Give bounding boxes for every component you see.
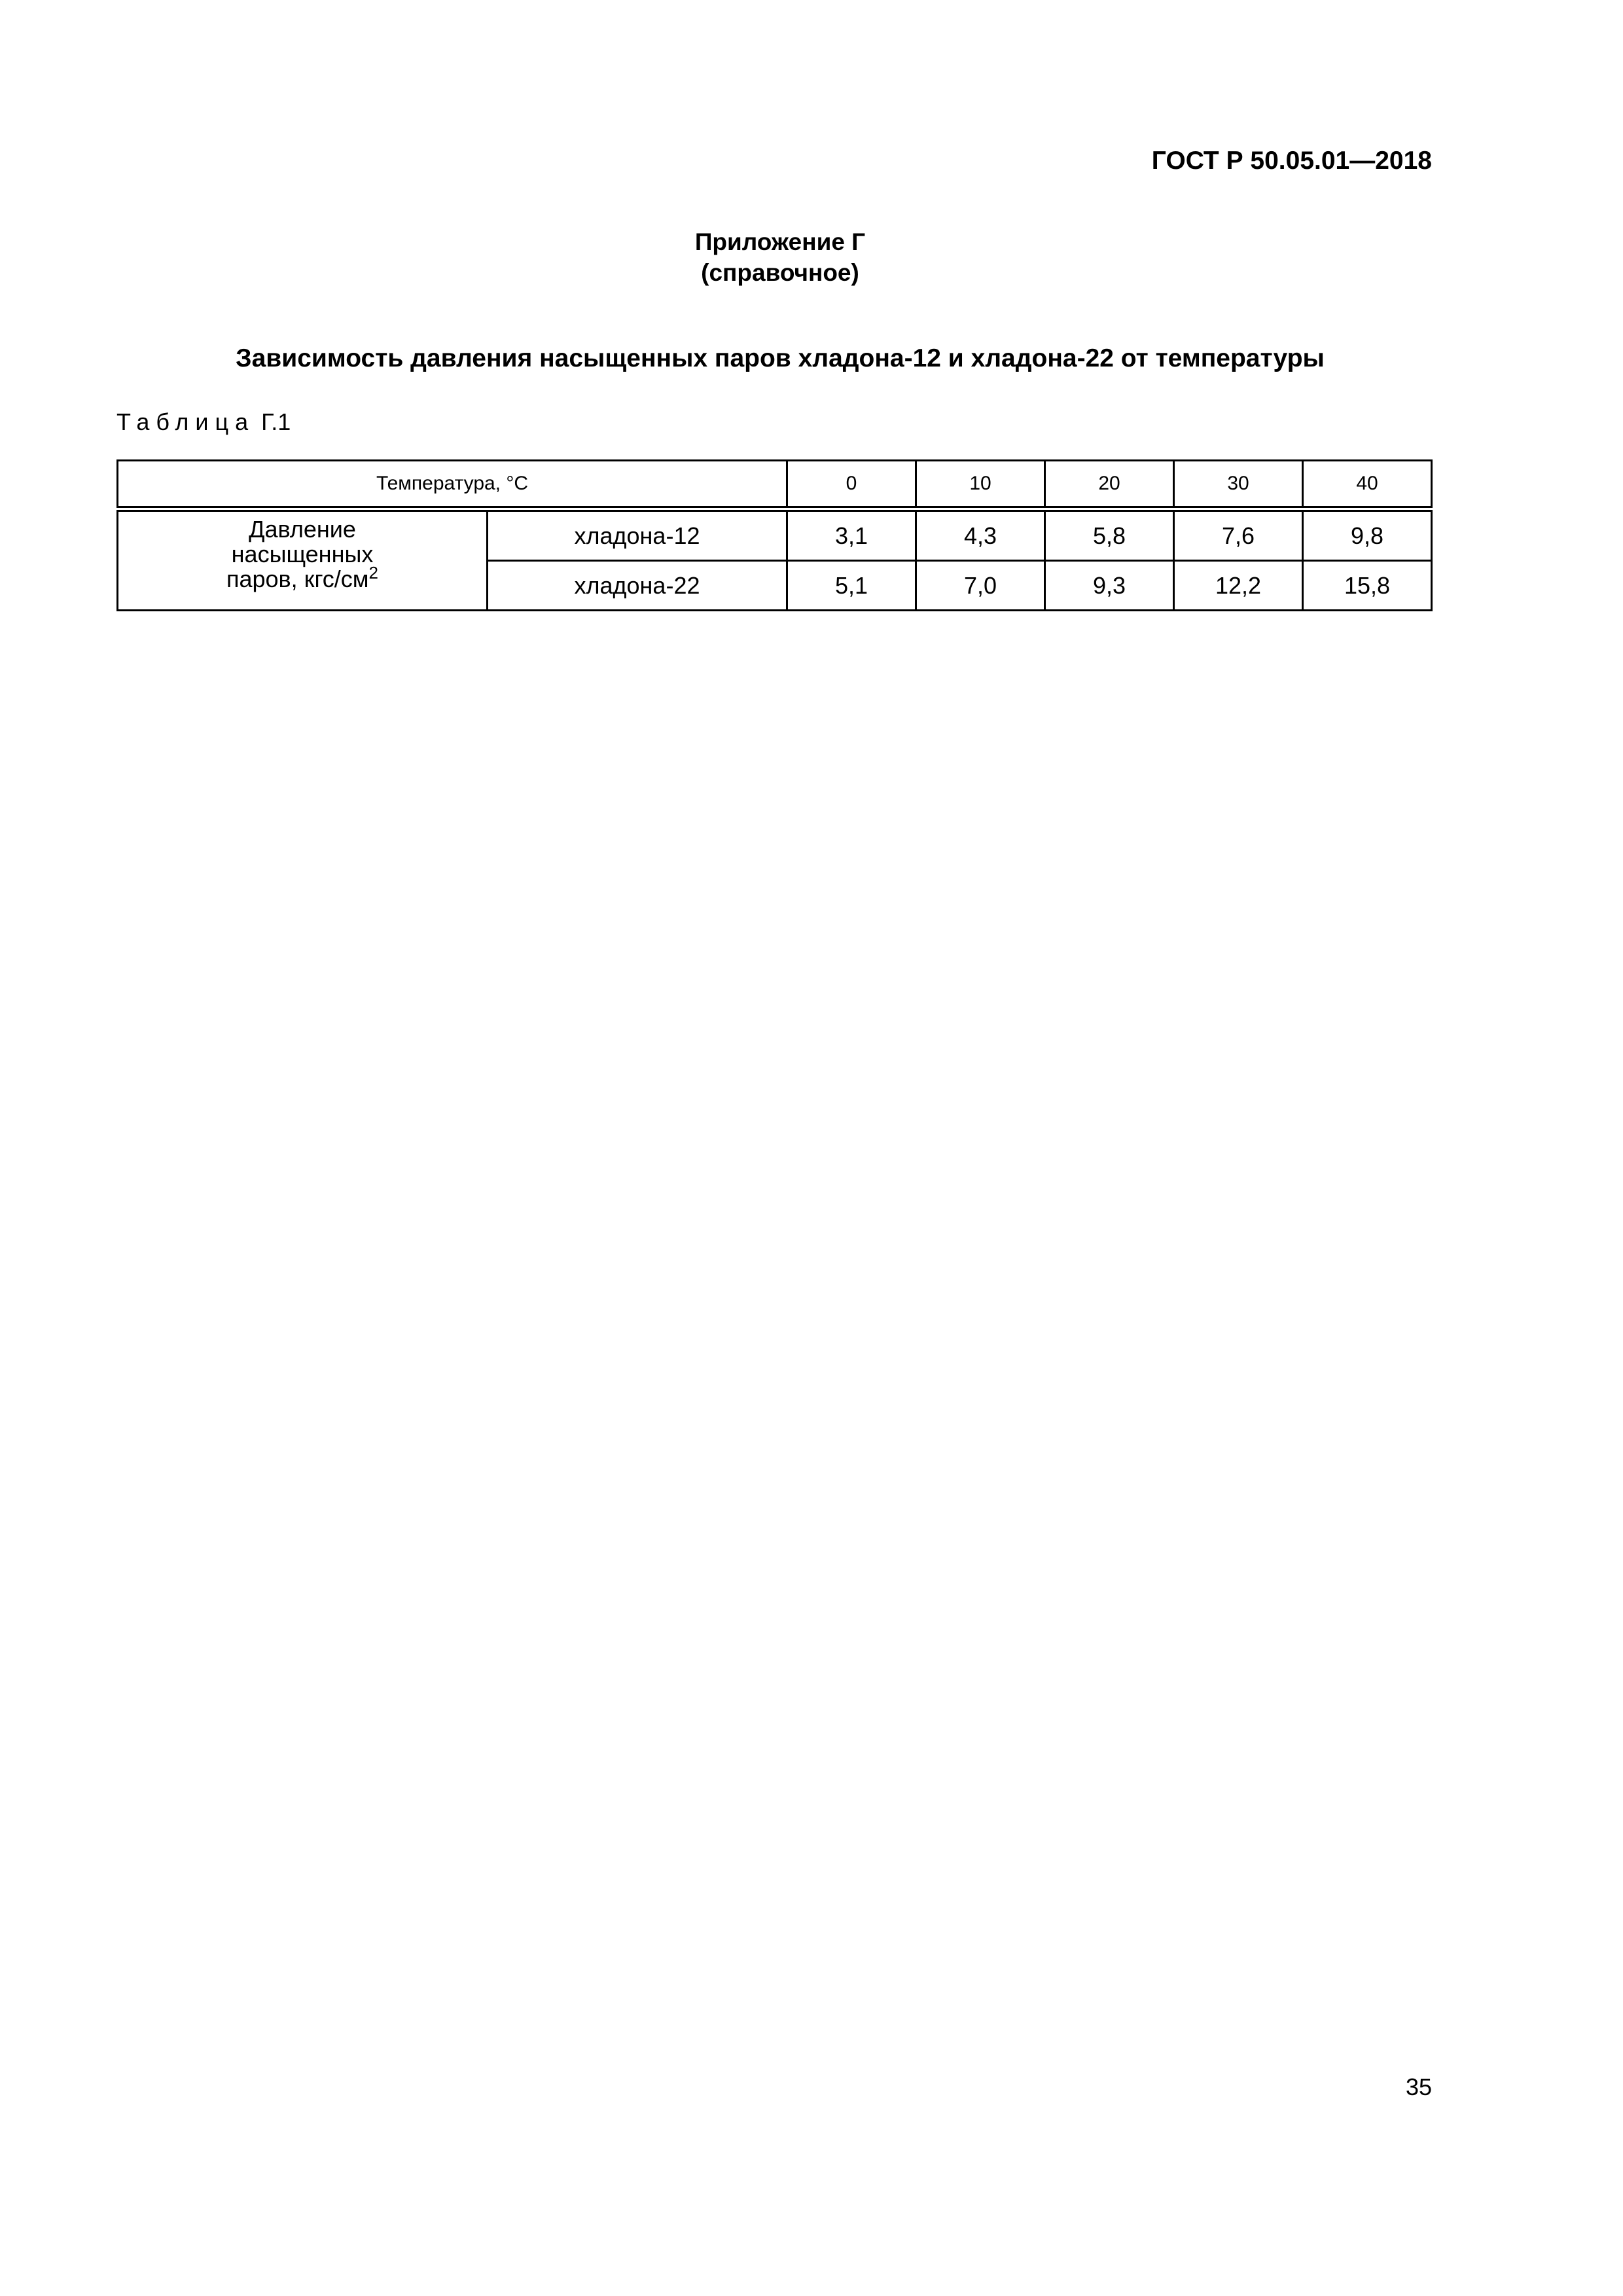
- pressure-value-cell: 9,8: [1303, 509, 1432, 561]
- table-row: [118, 509, 1432, 561]
- row-group-label-line: Давление: [249, 516, 356, 543]
- row-group-label: [118, 509, 488, 611]
- row-group-label-line: [118, 563, 486, 592]
- row-group-label-unit: паров, кгс/см: [226, 565, 369, 592]
- pressure-value-cell: 5,8: [1045, 509, 1174, 561]
- substance-label: хладона-22: [488, 561, 787, 611]
- header-temperature-cell: 10: [916, 461, 1045, 509]
- page-number: 35: [1405, 2073, 1432, 2100]
- appendix-title: Приложение Г: [694, 228, 866, 255]
- table-caption-word: Таблица: [116, 408, 255, 435]
- substance-label: хладона-12: [488, 509, 787, 561]
- appendix-type: (справочное): [701, 259, 859, 286]
- pressure-table: [116, 459, 1433, 611]
- pressure-value-cell: 3,1: [787, 509, 916, 561]
- section-title: Зависимость давления насыщенных паров хладона-12 и хладона-22 от температуры: [236, 344, 1325, 372]
- unit-exponent: 2: [368, 563, 378, 583]
- header-temperature-cell: 30: [1174, 461, 1303, 509]
- pressure-value-cell: 4,3: [916, 509, 1045, 561]
- pressure-value-cell: 5,1: [787, 561, 916, 611]
- header-temperature-cell: 0: [787, 461, 916, 509]
- pressure-value-cell: 15,8: [1303, 561, 1432, 611]
- pressure-value-cell: 12,2: [1174, 561, 1303, 611]
- row-group-label-line: насыщенных: [231, 541, 374, 567]
- pressure-value-cell: 7,0: [916, 561, 1045, 611]
- header-temperature-cell: 40: [1303, 461, 1432, 509]
- table-header-row: [118, 461, 1432, 509]
- appendix-heading: [0, 226, 1560, 288]
- pressure-value-cell: 9,3: [1045, 561, 1174, 611]
- table-caption: [116, 408, 291, 436]
- pressure-value-cell: 7,6: [1174, 509, 1303, 561]
- header-temperature-label: Температура, °С: [118, 461, 787, 509]
- header-temperature-cell: 20: [1045, 461, 1174, 509]
- table-caption-number: Г.1: [261, 408, 291, 435]
- document-code: ГОСТ Р 50.05.01—2018: [1151, 147, 1432, 175]
